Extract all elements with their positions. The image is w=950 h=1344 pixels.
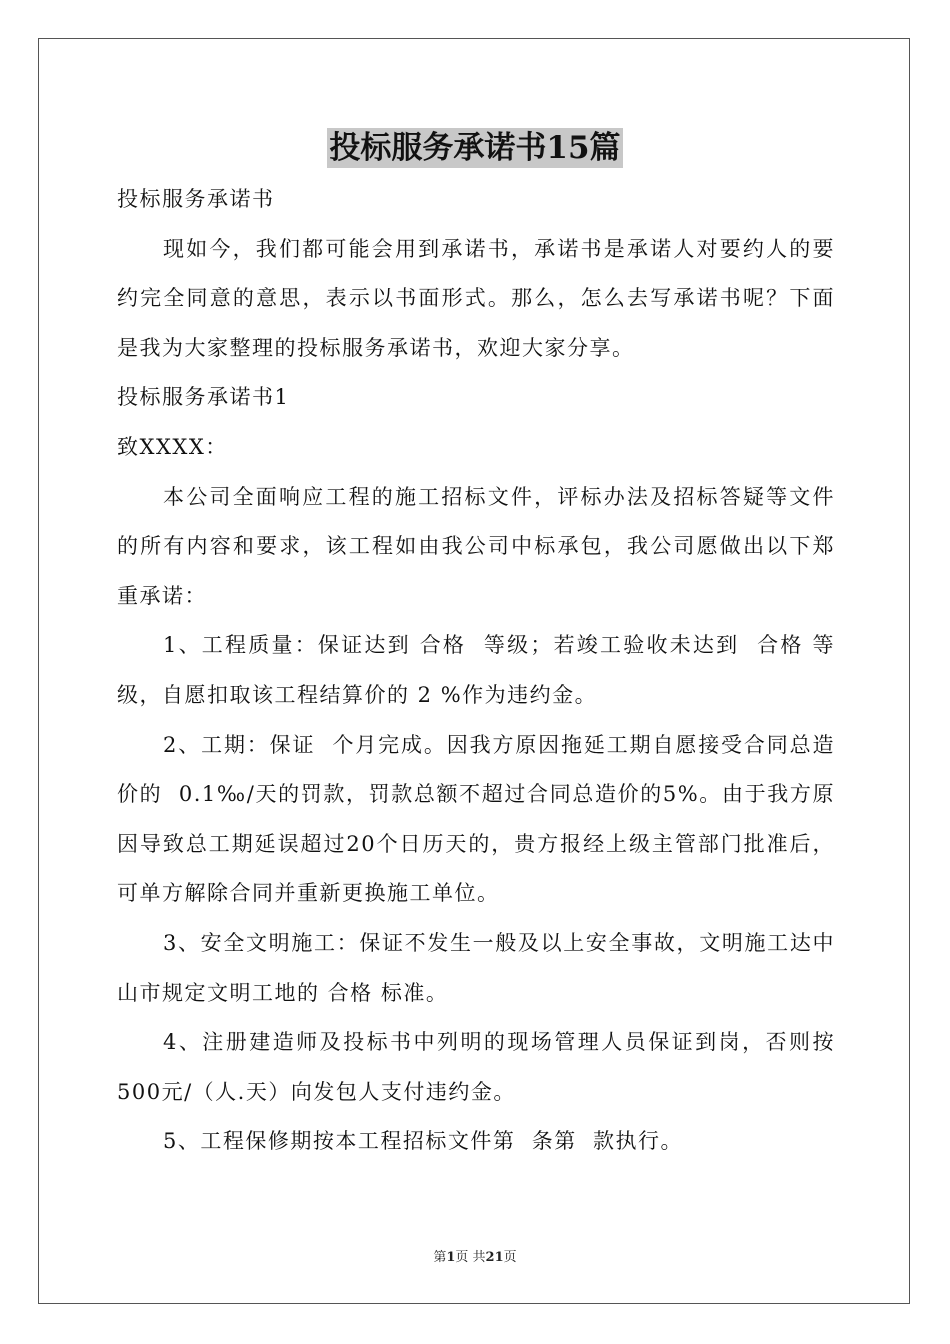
paragraph-intro: 现如今，我们都可能会用到承诺书，承诺书是承诺人对要约人的要约完全同意的意思，表示以书面形式。那么，怎么去写承诺书呢？下面是我为大家整理的投标服务承诺书，欢迎大家分享。 [117, 236, 835, 360]
page-prefix: 第 [433, 1250, 447, 1265]
page-mid: 页 共 [455, 1250, 486, 1265]
paragraph-commitment-intro: 本公司全面响应工程的施工招标文件，评标办法及招标答疑等文件的所有内容和要求，该工程如由我公司中标承包，我公司愿做出以下郑重承诺： [117, 484, 835, 608]
paragraph-item-2: 2、工期：保证 个月完成。因我方原因拖延工期自愿接受合同总造价的 0.1‰/天的罚款，罚款总额不超过合同总造价的5%。由于我方原因导致总工期延误超过20个日历天的，贵方报经上级主管部门批准后，可单方解除合同并重新更换施工单位。 [117, 732, 835, 906]
paragraph-item-5: 5、工程保修期按本工程招标文件第 条第 款执行。 [163, 1129, 684, 1154]
document-body [117, 175, 835, 1167]
page-suffix: 页 [503, 1250, 517, 1265]
page-total: 21 [485, 1250, 504, 1265]
page-footer [0, 1246, 950, 1265]
paragraph-heading: 投标服务承诺书 [117, 187, 275, 211]
section-heading: 投标服务承诺书1 [117, 385, 290, 410]
paragraph-item-3: 3、安全文明施工：保证不发生一般及以上安全事故，文明施工达中山市规定文明工地的 合格 标准。 [117, 930, 835, 1005]
salutation: 致XXXX： [117, 434, 228, 459]
title-container [0, 128, 950, 168]
page-current: 1 [446, 1250, 456, 1265]
paragraph-item-4: 4、注册建造师及投标书中列明的现场管理人员保证到岗，否则按500元/（人.天）向发包人支付违约金。 [117, 1030, 835, 1104]
paragraph-item-1: 1、工程质量：保证达到 合格 等级；若竣工验收未达到 合格 等级，自愿扣取该工程结算价的 2 %作为违约金。 [117, 633, 835, 707]
document-title: 投标服务承诺书15篇 [329, 130, 621, 166]
